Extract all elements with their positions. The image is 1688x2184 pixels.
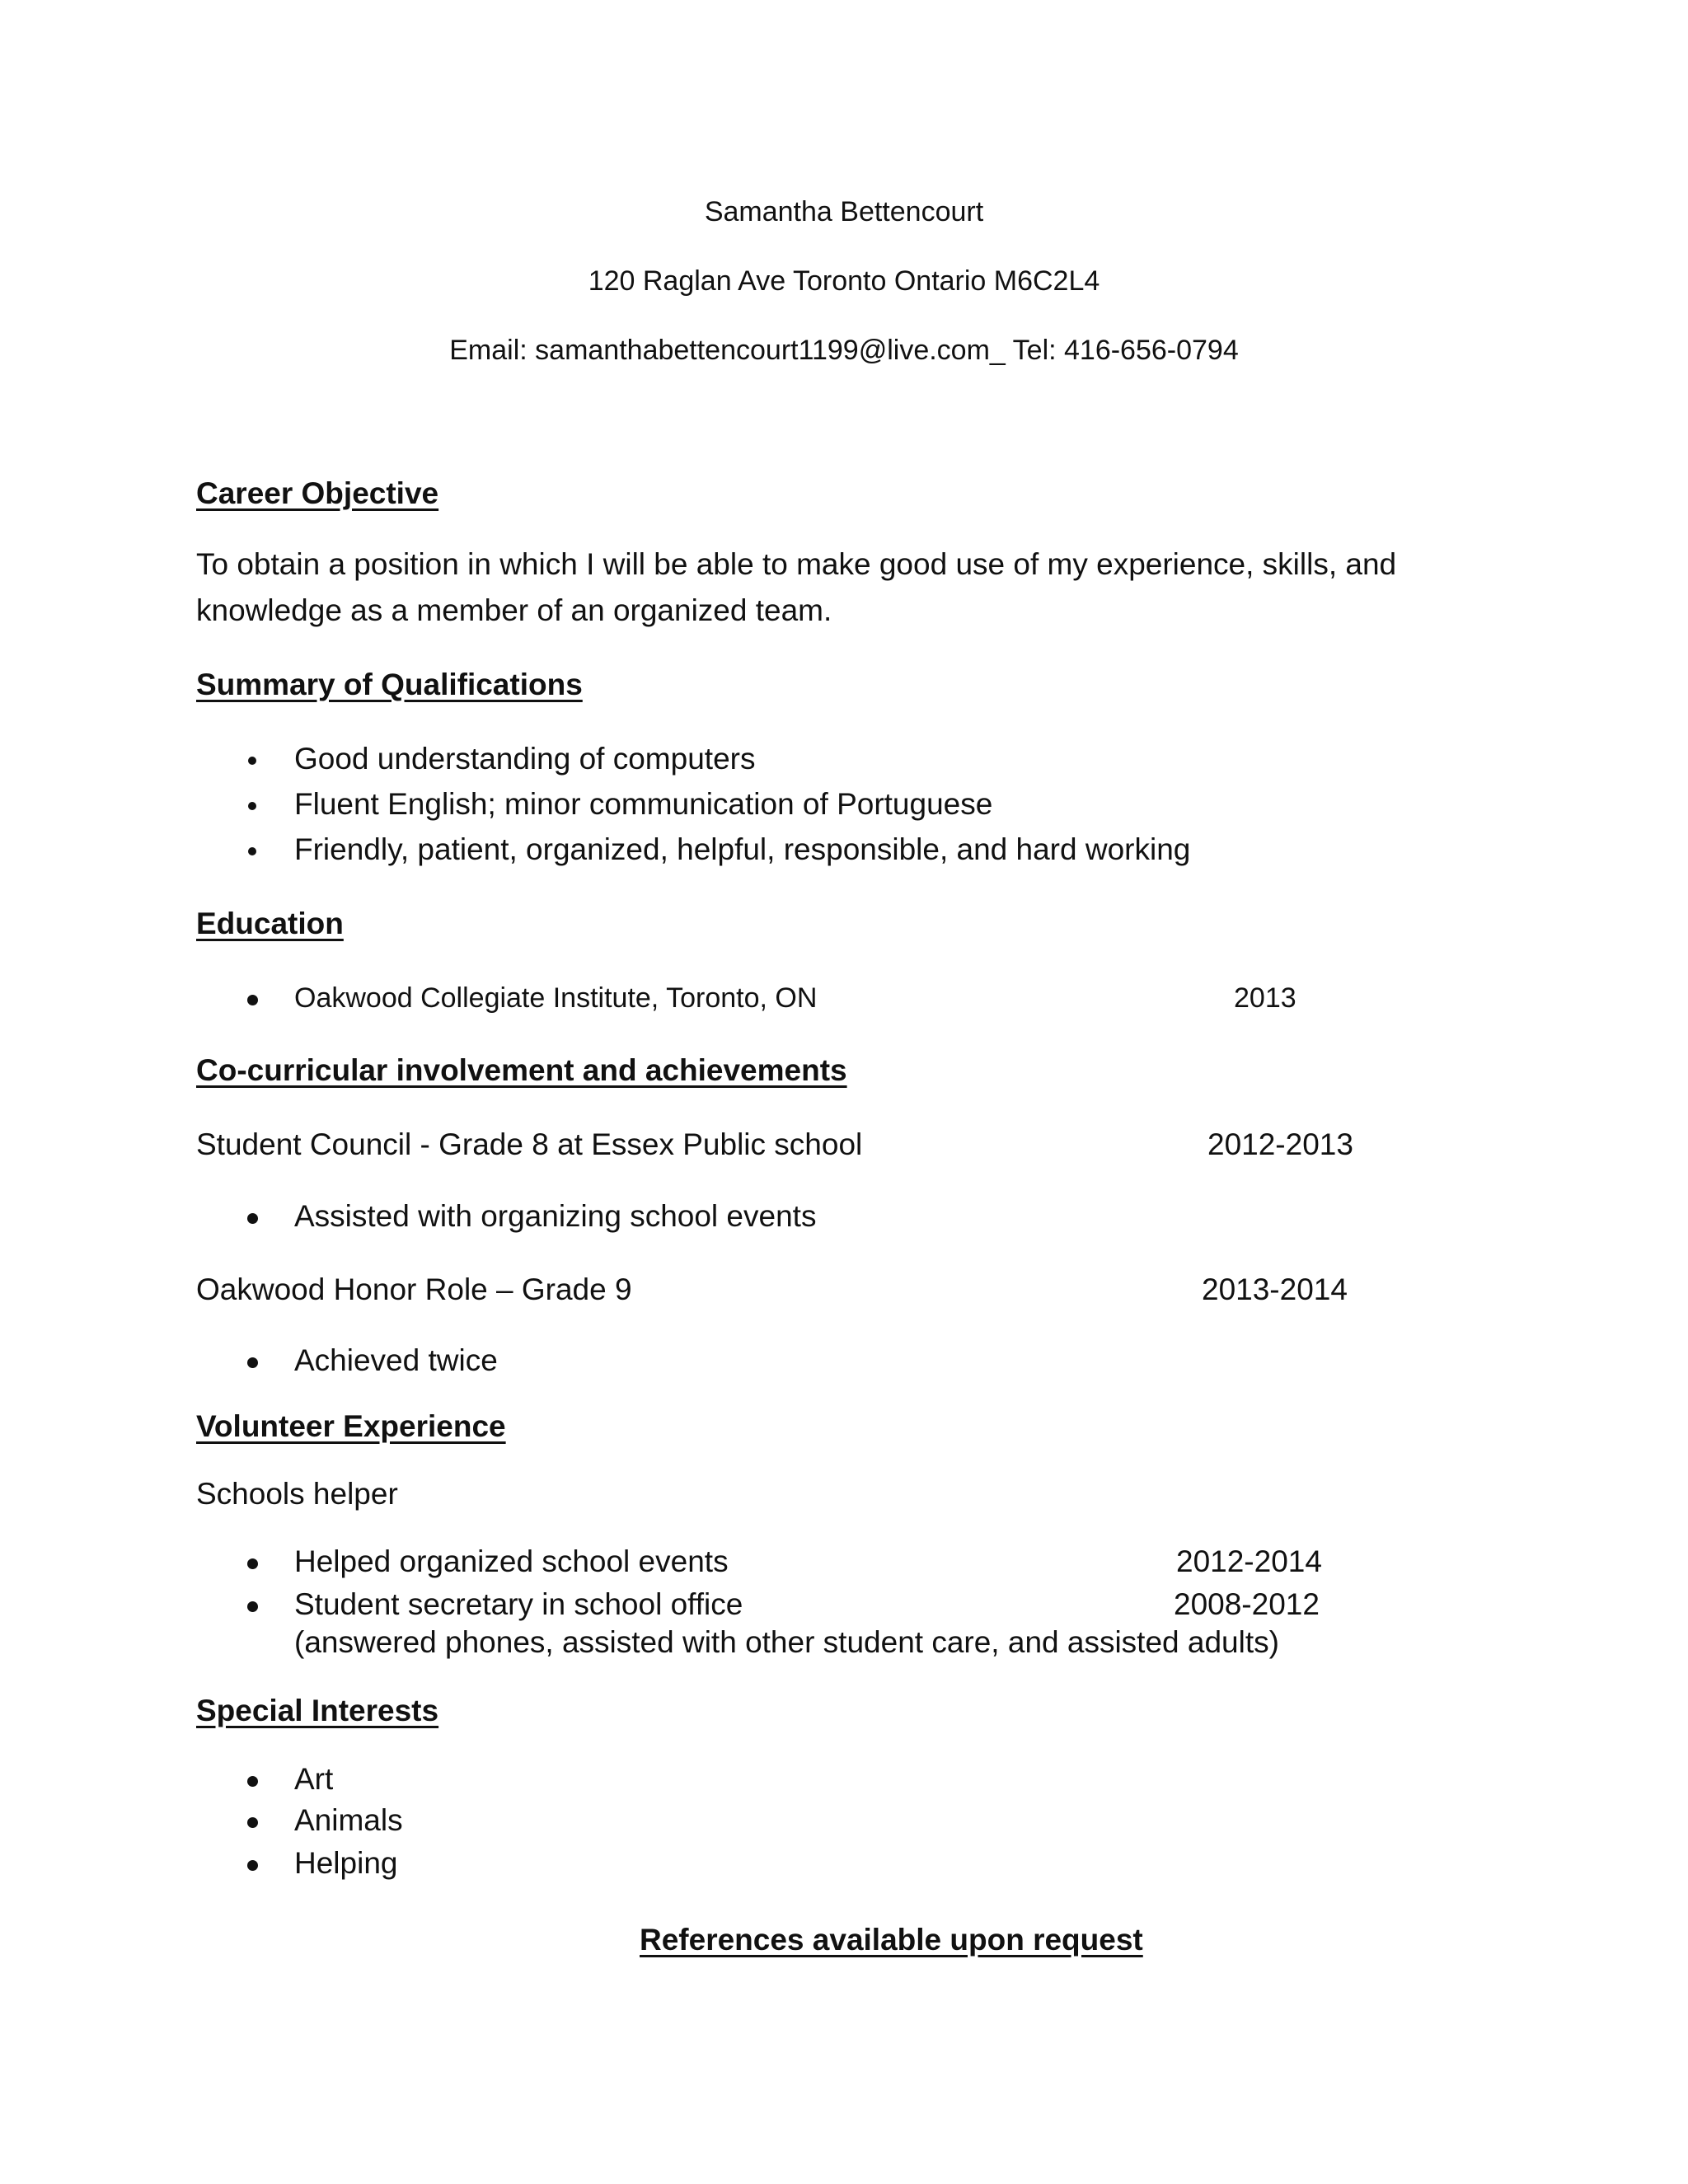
- bullet-icon: [244, 1199, 260, 1234]
- volunteer-item: Helped organized school events: [294, 1544, 729, 1578]
- volunteer-subtitle: Schools helper: [196, 1477, 398, 1511]
- volunteer-heading: Volunteer Experience: [196, 1409, 506, 1443]
- bullet-icon: [244, 1587, 260, 1622]
- cocurricular-entry-title: Oakwood Honor Role – Grade 9: [196, 1272, 632, 1306]
- cocurricular-entry-years: 2013-2014: [1202, 1272, 1348, 1306]
- career-objective-line-1: To obtain a position in which I will be able to make good use of my experience, skills, and: [196, 547, 1397, 581]
- applicant-contact: Email: samanthabettencourt1199@live.com_ Tel: 416-656-0794: [449, 335, 1239, 366]
- interests-heading: Special Interests: [196, 1694, 439, 1727]
- volunteer-item: Student secretary in school office: [294, 1587, 743, 1621]
- interest-item: Helping: [294, 1846, 398, 1880]
- bullet-icon: [244, 1544, 260, 1579]
- cocurricular-heading: Co-curricular involvement and achievements: [196, 1053, 847, 1087]
- qualifications-heading: Summary of Qualifications: [196, 668, 583, 701]
- references-note: References available upon request: [640, 1923, 1143, 1957]
- career-objective-heading: Career Objective: [196, 476, 439, 510]
- bullet-icon: [244, 1343, 260, 1378]
- volunteer-note: (answered phones, assisted with other student care, and assisted adults): [294, 1625, 1279, 1659]
- cocurricular-entry-bullet: Assisted with organizing school events: [294, 1199, 817, 1233]
- applicant-address: 120 Raglan Ave Toronto Ontario M6C2L4: [588, 265, 1100, 297]
- qualification-item: Friendly, patient, organized, helpful, responsible, and hard working: [294, 832, 1191, 866]
- bullet-icon: [244, 1762, 260, 1797]
- interest-item: Animals: [294, 1803, 403, 1837]
- career-objective-line-2: knowledge as a member of an organized team.: [196, 593, 832, 627]
- applicant-name: Samantha Bettencourt: [704, 196, 984, 227]
- education-item: Oakwood Collegiate Institute, Toronto, ON: [294, 982, 818, 1014]
- volunteer-item-years: 2012-2014: [1176, 1544, 1322, 1578]
- cocurricular-entry-title: Student Council - Grade 8 at Essex Public school: [196, 1127, 863, 1161]
- cocurricular-entry-years: 2012-2013: [1207, 1127, 1353, 1161]
- interest-item: Art: [294, 1762, 334, 1796]
- bullet-icon: [244, 742, 260, 776]
- volunteer-item-years: 2008-2012: [1174, 1587, 1320, 1621]
- bullet-icon: [244, 981, 260, 1015]
- bullet-icon: [244, 832, 260, 867]
- qualification-item: Fluent English; minor communication of Portuguese: [294, 787, 993, 821]
- qualification-item: Good understanding of computers: [294, 742, 756, 776]
- cocurricular-entry-bullet: Achieved twice: [294, 1343, 498, 1377]
- bullet-icon: [244, 1803, 260, 1838]
- education-year: 2013: [1234, 982, 1296, 1014]
- education-heading: Education: [196, 907, 344, 940]
- bullet-icon: [244, 1846, 260, 1881]
- bullet-icon: [244, 787, 260, 822]
